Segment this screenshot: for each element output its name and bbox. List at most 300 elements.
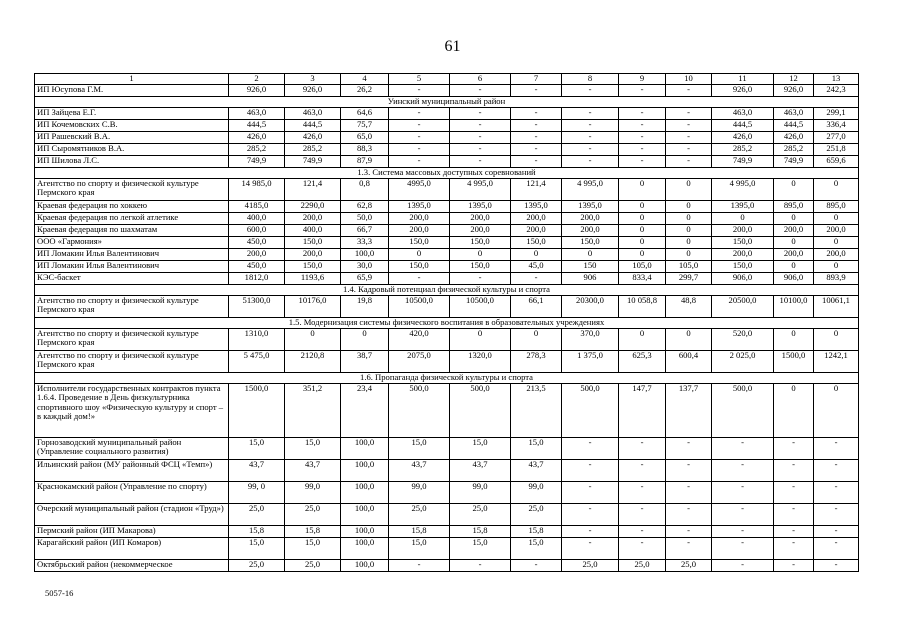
value-cell: 0 — [774, 260, 814, 272]
recipient-cell: ИП Рашевский В.А. — [35, 131, 229, 143]
value-cell: - — [814, 559, 859, 571]
value-cell: - — [511, 84, 562, 96]
value-cell: - — [562, 503, 619, 525]
table-row — [35, 131, 859, 143]
value-cell: - — [450, 143, 511, 155]
value-cell: 0 — [666, 236, 712, 248]
value-cell: 426,0 — [774, 131, 814, 143]
recipient-cell: Краевая федерация по легкой атлетике — [35, 212, 229, 224]
value-cell: 926,0 — [229, 84, 285, 96]
value-cell: 10100,0 — [774, 295, 814, 317]
value-cell: 0 — [562, 248, 619, 260]
value-cell: 444,5 — [712, 119, 774, 131]
value-cell: 0 — [619, 178, 666, 200]
value-cell: - — [450, 119, 511, 131]
value-cell: 25,0 — [285, 503, 341, 525]
value-cell: - — [666, 537, 712, 559]
value-cell: 99,0 — [389, 481, 450, 503]
recipient-cell: Краевая федерация по шахматам — [35, 224, 229, 236]
header-row — [35, 74, 859, 85]
value-cell: 0 — [511, 328, 562, 350]
value-cell: - — [666, 481, 712, 503]
value-cell: - — [712, 559, 774, 571]
table-row — [35, 537, 859, 559]
value-cell: 370,0 — [562, 328, 619, 350]
table-row — [35, 525, 859, 537]
value-cell: 100,0 — [341, 248, 389, 260]
value-cell: - — [389, 155, 450, 167]
value-cell: 906,0 — [774, 272, 814, 284]
table-row — [35, 559, 859, 571]
value-cell: - — [562, 459, 619, 481]
value-cell: 4 995,0 — [712, 178, 774, 200]
value-cell: - — [814, 503, 859, 525]
value-cell: 150,0 — [450, 236, 511, 248]
recipient-cell: Агентство по спорту и физической культуре Пермского края — [35, 328, 229, 350]
value-cell: 4 995,0 — [450, 178, 511, 200]
value-cell: 100,0 — [341, 481, 389, 503]
value-cell: 200,0 — [562, 224, 619, 236]
value-cell: - — [389, 559, 450, 571]
value-cell: 43,7 — [285, 459, 341, 481]
value-cell: 200,0 — [450, 224, 511, 236]
value-cell: 893,9 — [814, 272, 859, 284]
value-cell: 48,8 — [666, 295, 712, 317]
value-cell: 10500,0 — [450, 295, 511, 317]
value-cell: - — [619, 143, 666, 155]
value-cell: 23,4 — [341, 383, 389, 437]
value-cell: 51300,0 — [229, 295, 285, 317]
value-cell: - — [389, 84, 450, 96]
value-cell: 0 — [619, 248, 666, 260]
table-row — [35, 212, 859, 224]
value-cell: 15,0 — [389, 537, 450, 559]
value-cell: 2120,8 — [285, 350, 341, 372]
value-cell: 200,0 — [712, 248, 774, 260]
header-cell: 7 — [511, 74, 562, 85]
value-cell: 444,5 — [285, 119, 341, 131]
value-cell: 65,9 — [341, 272, 389, 284]
table-row — [35, 503, 859, 525]
value-cell: 15,0 — [450, 437, 511, 459]
value-cell: 200,0 — [774, 248, 814, 260]
value-cell: 121,4 — [285, 178, 341, 200]
table-row — [35, 481, 859, 503]
value-cell: 0,8 — [341, 178, 389, 200]
value-cell: 43,7 — [389, 459, 450, 481]
value-cell: 15,0 — [450, 537, 511, 559]
value-cell: 200,0 — [511, 212, 562, 224]
value-cell: - — [666, 503, 712, 525]
value-cell: 625,3 — [619, 350, 666, 372]
value-cell: 0 — [814, 178, 859, 200]
value-cell: 426,0 — [285, 131, 341, 143]
value-cell: 463,0 — [229, 107, 285, 119]
value-cell: 15,0 — [229, 437, 285, 459]
value-cell: 66,7 — [341, 224, 389, 236]
table-row — [35, 224, 859, 236]
table-row — [35, 107, 859, 119]
value-cell: 200,0 — [229, 248, 285, 260]
value-cell: 0 — [814, 236, 859, 248]
value-cell: 285,2 — [712, 143, 774, 155]
value-cell: 150 — [562, 260, 619, 272]
value-cell: 87,9 — [341, 155, 389, 167]
recipient-cell: Агентство по спорту и физической культуре Пермского края — [35, 295, 229, 317]
value-cell: 33,3 — [341, 236, 389, 248]
value-cell: 1 375,0 — [562, 350, 619, 372]
value-cell: 213,5 — [511, 383, 562, 437]
value-cell: 0 — [666, 200, 712, 212]
value-cell: 150,0 — [389, 236, 450, 248]
header-cell: 2 — [229, 74, 285, 85]
value-cell: 100,0 — [341, 525, 389, 537]
value-cell: - — [389, 131, 450, 143]
value-cell: 15,8 — [285, 525, 341, 537]
value-cell: 200,0 — [814, 248, 859, 260]
value-cell: 749,9 — [229, 155, 285, 167]
value-cell: 88,3 — [341, 143, 389, 155]
value-cell: - — [774, 525, 814, 537]
value-cell: - — [619, 107, 666, 119]
value-cell: 200,0 — [774, 224, 814, 236]
value-cell: 500,0 — [562, 383, 619, 437]
value-cell: - — [450, 131, 511, 143]
value-cell: - — [814, 459, 859, 481]
value-cell: 14 985,0 — [229, 178, 285, 200]
value-cell: - — [619, 155, 666, 167]
value-cell: - — [562, 525, 619, 537]
value-cell: - — [666, 525, 712, 537]
value-cell: 0 — [619, 212, 666, 224]
value-cell: 749,9 — [712, 155, 774, 167]
recipient-cell: Краевая федерация по хоккею — [35, 200, 229, 212]
value-cell: 75,7 — [341, 119, 389, 131]
value-cell: 30,0 — [341, 260, 389, 272]
value-cell: 25,0 — [389, 503, 450, 525]
value-cell: - — [562, 143, 619, 155]
value-cell: - — [814, 437, 859, 459]
header-cell: 8 — [562, 74, 619, 85]
value-cell: 0 — [814, 260, 859, 272]
recipient-cell: КЭС-баскет — [35, 272, 229, 284]
value-cell: 200,0 — [389, 224, 450, 236]
value-cell: 426,0 — [229, 131, 285, 143]
value-cell: 895,0 — [814, 200, 859, 212]
value-cell: 25,0 — [511, 503, 562, 525]
table-row — [35, 200, 859, 212]
header-cell: 9 — [619, 74, 666, 85]
value-cell: - — [389, 119, 450, 131]
value-cell: 600,4 — [666, 350, 712, 372]
value-cell: - — [562, 537, 619, 559]
value-cell: - — [712, 525, 774, 537]
value-cell: 278,3 — [511, 350, 562, 372]
section-title: 1.6. Пропаганда физической культуры и спорта — [35, 372, 859, 383]
value-cell: 150,0 — [511, 236, 562, 248]
value-cell: - — [774, 459, 814, 481]
value-cell: 1395,0 — [389, 200, 450, 212]
recipient-cell: Очерский муниципальный район (стадион «Труд») — [35, 503, 229, 525]
value-cell: 99,0 — [450, 481, 511, 503]
value-cell: 336,4 — [814, 119, 859, 131]
value-cell: 20500,0 — [712, 295, 774, 317]
section-row — [35, 317, 859, 328]
value-cell: - — [511, 119, 562, 131]
value-cell: 0 — [619, 224, 666, 236]
value-cell: 1395,0 — [712, 200, 774, 212]
value-cell: 749,9 — [285, 155, 341, 167]
value-cell: 2075,0 — [389, 350, 450, 372]
value-cell: 1500,0 — [774, 350, 814, 372]
value-cell: 43,7 — [511, 459, 562, 481]
value-cell: 38,7 — [341, 350, 389, 372]
value-cell: - — [666, 459, 712, 481]
value-cell: 26,2 — [341, 84, 389, 96]
value-cell: - — [619, 84, 666, 96]
value-cell: 105,0 — [666, 260, 712, 272]
value-cell: 10176,0 — [285, 295, 341, 317]
value-cell: 15,0 — [511, 537, 562, 559]
value-cell: 43,7 — [229, 459, 285, 481]
value-cell: 100,0 — [341, 537, 389, 559]
value-cell: - — [619, 459, 666, 481]
header-cell: 12 — [774, 74, 814, 85]
value-cell: 1812,0 — [229, 272, 285, 284]
value-cell: - — [511, 107, 562, 119]
value-cell: 0 — [814, 328, 859, 350]
value-cell: - — [814, 537, 859, 559]
value-cell: - — [562, 481, 619, 503]
section-row — [35, 372, 859, 383]
value-cell: 600,0 — [229, 224, 285, 236]
value-cell: 285,2 — [285, 143, 341, 155]
value-cell: 4185,0 — [229, 200, 285, 212]
recipient-cell: Исполнители государственных контрактов пункта 1.6.4. Проведение в День физкультурника спортивного шоу «Физическую культуру и спорт – в каждый дом!» — [35, 383, 229, 437]
header-cell: 13 — [814, 74, 859, 85]
recipient-cell: ИП Кочемовских С.В. — [35, 119, 229, 131]
recipient-cell: ИП Сыромятников В.А. — [35, 143, 229, 155]
recipient-cell: Пермский район (ИП Макарова) — [35, 525, 229, 537]
header-cell: 4 — [341, 74, 389, 85]
table-row — [35, 328, 859, 350]
value-cell: 351,2 — [285, 383, 341, 437]
section-title: 1.4. Кадровый потенциал физической культуры и спорта — [35, 284, 859, 295]
value-cell: - — [511, 272, 562, 284]
value-cell: - — [666, 143, 712, 155]
value-cell: 0 — [814, 212, 859, 224]
table-row — [35, 383, 859, 437]
value-cell: 444,5 — [229, 119, 285, 131]
value-cell: - — [712, 537, 774, 559]
value-cell: 100,0 — [341, 459, 389, 481]
value-cell: 0 — [666, 248, 712, 260]
value-cell: 1500,0 — [229, 383, 285, 437]
section-row — [35, 96, 859, 107]
value-cell: 200,0 — [450, 212, 511, 224]
value-cell: - — [450, 155, 511, 167]
table-row — [35, 119, 859, 131]
value-cell: 150,0 — [712, 260, 774, 272]
recipient-cell: Горнозаводский муниципальный район (Управление социального развития) — [35, 437, 229, 459]
header-cell: 11 — [712, 74, 774, 85]
value-cell: 0 — [389, 248, 450, 260]
value-cell: 242,3 — [814, 84, 859, 96]
table-row — [35, 260, 859, 272]
value-cell: 200,0 — [814, 224, 859, 236]
value-cell: 25,0 — [666, 559, 712, 571]
value-cell: 749,9 — [774, 155, 814, 167]
value-cell: - — [511, 131, 562, 143]
value-cell: 0 — [619, 200, 666, 212]
value-cell: 200,0 — [285, 248, 341, 260]
recipient-cell: ООО «Гармония» — [35, 236, 229, 248]
value-cell: - — [562, 437, 619, 459]
value-cell: 200,0 — [511, 224, 562, 236]
value-cell: 99, 0 — [229, 481, 285, 503]
value-cell: 520,0 — [712, 328, 774, 350]
value-cell: 833,4 — [619, 272, 666, 284]
value-cell: 400,0 — [285, 224, 341, 236]
recipient-cell: ИП Ломакин Илья Валентинович — [35, 248, 229, 260]
value-cell: 15,8 — [229, 525, 285, 537]
value-cell: 0 — [774, 383, 814, 437]
value-cell: 400,0 — [229, 212, 285, 224]
value-cell: - — [389, 107, 450, 119]
value-cell: - — [511, 143, 562, 155]
value-cell: 463,0 — [712, 107, 774, 119]
value-cell: 0 — [666, 328, 712, 350]
value-cell: 926,0 — [712, 84, 774, 96]
value-cell: 10500,0 — [389, 295, 450, 317]
value-cell: 25,0 — [450, 503, 511, 525]
value-cell: 121,4 — [511, 178, 562, 200]
value-cell: 0 — [619, 328, 666, 350]
budget-table — [34, 73, 859, 572]
value-cell: 2290,0 — [285, 200, 341, 212]
value-cell: 15,0 — [285, 537, 341, 559]
value-cell: 150,0 — [712, 236, 774, 248]
value-cell: 0 — [511, 248, 562, 260]
table-row — [35, 84, 859, 96]
section-title: 1.5. Модернизация системы физического воспитания в образовательных учреждениях — [35, 317, 859, 328]
value-cell: 500,0 — [712, 383, 774, 437]
value-cell: 0 — [774, 212, 814, 224]
value-cell: 1310,0 — [229, 328, 285, 350]
value-cell: 285,2 — [774, 143, 814, 155]
table-row — [35, 459, 859, 481]
value-cell: - — [450, 272, 511, 284]
value-cell: 100,0 — [341, 503, 389, 525]
value-cell: 450,0 — [229, 236, 285, 248]
value-cell: 99,0 — [285, 481, 341, 503]
value-cell: 19,8 — [341, 295, 389, 317]
value-cell: 0 — [666, 212, 712, 224]
table-row — [35, 155, 859, 167]
value-cell: - — [619, 119, 666, 131]
value-cell: 15,0 — [229, 537, 285, 559]
value-cell: 15,8 — [511, 525, 562, 537]
recipient-cell: Агентство по спорту и физической культуре Пермского края — [35, 350, 229, 372]
value-cell: 0 — [814, 383, 859, 437]
section-row — [35, 167, 859, 178]
table-row — [35, 178, 859, 200]
value-cell: 150,0 — [562, 236, 619, 248]
value-cell: - — [712, 437, 774, 459]
value-cell: 25,0 — [285, 559, 341, 571]
value-cell: 0 — [666, 224, 712, 236]
value-cell: 15,0 — [511, 437, 562, 459]
value-cell: 200,0 — [712, 224, 774, 236]
value-cell: - — [619, 525, 666, 537]
value-cell: 0 — [774, 178, 814, 200]
value-cell: - — [389, 143, 450, 155]
value-cell: 20300,0 — [562, 295, 619, 317]
value-cell: 15,0 — [389, 437, 450, 459]
value-cell: - — [619, 503, 666, 525]
value-cell: - — [511, 559, 562, 571]
recipient-cell: ИП Шилова Л.С. — [35, 155, 229, 167]
section-title: 1.3. Система массовых доступных соревнований — [35, 167, 859, 178]
value-cell: 25,0 — [562, 559, 619, 571]
value-cell: 200,0 — [285, 212, 341, 224]
value-cell: 906,0 — [712, 272, 774, 284]
value-cell: - — [666, 131, 712, 143]
value-cell: - — [666, 119, 712, 131]
value-cell: - — [814, 525, 859, 537]
value-cell: 45,0 — [511, 260, 562, 272]
value-cell: 66,1 — [511, 295, 562, 317]
value-cell: 277,0 — [814, 131, 859, 143]
value-cell: 926,0 — [774, 84, 814, 96]
value-cell: - — [774, 503, 814, 525]
value-cell: 5 475,0 — [229, 350, 285, 372]
value-cell: 1193,6 — [285, 272, 341, 284]
value-cell: 1395,0 — [450, 200, 511, 212]
value-cell: - — [562, 155, 619, 167]
value-cell: 659,6 — [814, 155, 859, 167]
value-cell: 500,0 — [389, 383, 450, 437]
value-cell: - — [619, 131, 666, 143]
value-cell: 25,0 — [619, 559, 666, 571]
value-cell: - — [389, 272, 450, 284]
footer-code: 5057-16 — [45, 588, 74, 598]
value-cell: - — [666, 437, 712, 459]
value-cell: 450,0 — [229, 260, 285, 272]
value-cell: - — [666, 84, 712, 96]
value-cell: 200,0 — [389, 212, 450, 224]
value-cell: 99,0 — [511, 481, 562, 503]
value-cell: 0 — [450, 328, 511, 350]
value-cell: 299,1 — [814, 107, 859, 119]
header-cell: 1 — [35, 74, 229, 85]
value-cell: 105,0 — [619, 260, 666, 272]
value-cell: 420,0 — [389, 328, 450, 350]
value-cell: - — [619, 481, 666, 503]
value-cell: 200,0 — [562, 212, 619, 224]
value-cell: - — [712, 459, 774, 481]
header-cell: 10 — [666, 74, 712, 85]
header-cell: 6 — [450, 74, 511, 85]
recipient-cell: ИП Ломакин Илья Валентинович — [35, 260, 229, 272]
value-cell: 463,0 — [285, 107, 341, 119]
value-cell: - — [666, 155, 712, 167]
value-cell: 0 — [341, 328, 389, 350]
value-cell: - — [511, 155, 562, 167]
table-row — [35, 143, 859, 155]
value-cell: 50,0 — [341, 212, 389, 224]
value-cell: - — [774, 437, 814, 459]
